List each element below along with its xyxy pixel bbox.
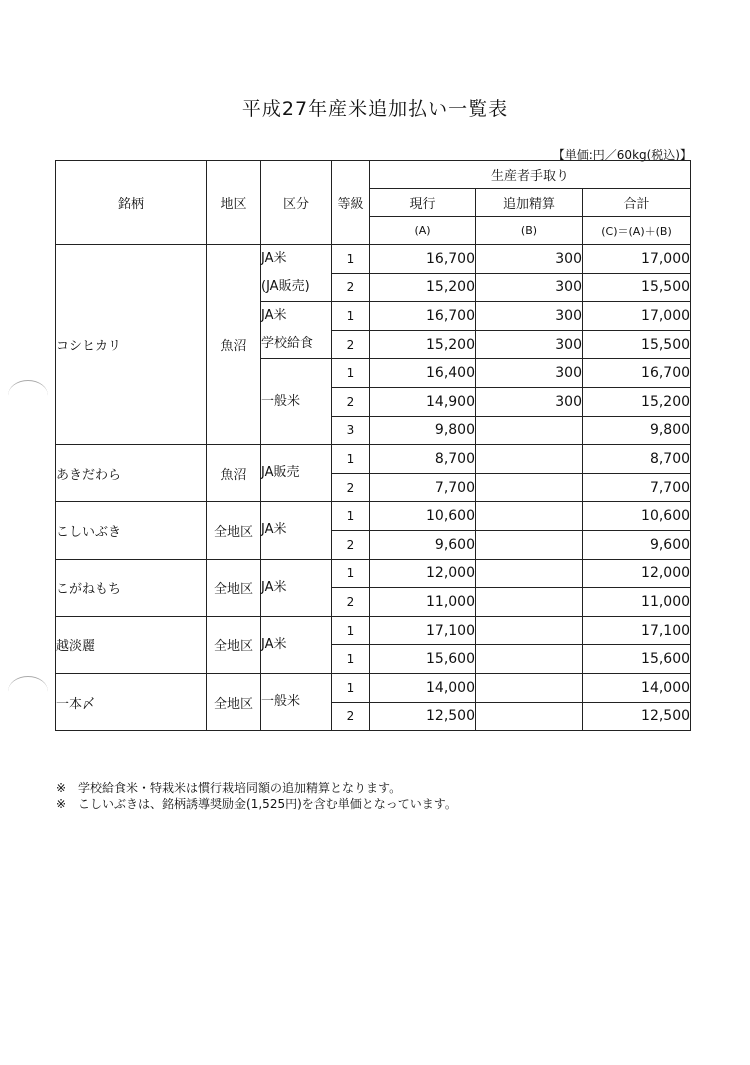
current-price-cell: 15,200 <box>370 330 476 359</box>
price-table <box>55 160 691 731</box>
kubun-cell <box>261 359 332 445</box>
total-price-cell: 17,100 <box>583 616 691 645</box>
grade-cell: 1 <box>332 502 370 531</box>
total-price-cell: 12,500 <box>583 702 691 731</box>
brand-cell: コシヒカリ <box>56 245 207 445</box>
header-current: 現行 <box>370 189 476 217</box>
brand-cell: 越淡麗 <box>56 616 207 673</box>
total-price-cell: 9,600 <box>583 530 691 559</box>
grade-cell: 2 <box>332 473 370 502</box>
area-cell: 魚沼 <box>207 445 261 502</box>
grade-cell: 2 <box>332 387 370 416</box>
footnotes <box>56 780 457 812</box>
grade-cell: 2 <box>332 702 370 731</box>
kubun-cell <box>261 559 332 616</box>
total-price-cell: 17,000 <box>583 302 691 331</box>
grade-cell: 2 <box>332 330 370 359</box>
header-area: 地区 <box>207 161 261 245</box>
footnote-2: ※ こしいぶきは、銘柄誘導奨励金(1,525円)を含む単価となっています。 <box>56 797 457 811</box>
grade-cell: 1 <box>332 616 370 645</box>
kubun-line: 一般米 <box>261 393 301 409</box>
footnote-1: ※ 学校給食米・特栽米は慣行栽培同額の追加精算となります。 <box>56 781 402 795</box>
current-price-cell: 12,000 <box>370 559 476 588</box>
punch-hole-mark <box>8 676 48 707</box>
brand-cell: 一本〆 <box>56 673 207 730</box>
grade-cell: 3 <box>332 416 370 445</box>
total-price-cell: 15,500 <box>583 273 691 302</box>
additional-price-cell: 300 <box>476 273 583 302</box>
brand-cell: こしいぶき <box>56 502 207 559</box>
total-price-cell: 12,000 <box>583 559 691 588</box>
current-price-cell: 15,600 <box>370 645 476 674</box>
header-current-sub: (A) <box>370 217 476 245</box>
current-price-cell: 12,500 <box>370 702 476 731</box>
total-price-cell: 15,200 <box>583 387 691 416</box>
kubun-line: JA米 <box>261 579 287 595</box>
grade-cell: 1 <box>332 245 370 274</box>
kubun-cell <box>261 502 332 559</box>
current-price-cell: 9,800 <box>370 416 476 445</box>
additional-price-cell <box>476 702 583 731</box>
additional-price-cell: 300 <box>476 245 583 274</box>
current-price-cell: 14,900 <box>370 387 476 416</box>
total-price-cell: 11,000 <box>583 588 691 617</box>
header-total: 合計 <box>583 189 691 217</box>
total-price-cell: 17,000 <box>583 245 691 274</box>
kubun-cell <box>261 245 332 302</box>
additional-price-cell <box>476 616 583 645</box>
additional-price-cell: 300 <box>476 330 583 359</box>
unit-note: 【単価:円／60kg(税込)】 <box>552 148 692 162</box>
additional-price-cell <box>476 588 583 617</box>
current-price-cell: 11,000 <box>370 588 476 617</box>
kubun-line: JA米 <box>261 251 287 267</box>
total-price-cell: 14,000 <box>583 673 691 702</box>
grade-cell: 2 <box>332 530 370 559</box>
table-row <box>56 616 691 645</box>
table-row <box>56 245 691 274</box>
additional-price-cell: 300 <box>476 387 583 416</box>
kubun-line: 一般米 <box>261 694 301 709</box>
area-cell: 魚沼 <box>207 245 261 445</box>
current-price-cell: 8,700 <box>370 445 476 474</box>
area-cell: 全地区 <box>207 502 261 559</box>
additional-price-cell: 300 <box>476 302 583 331</box>
table-row <box>56 502 691 531</box>
kubun-cell <box>261 445 332 502</box>
current-price-cell: 9,600 <box>370 530 476 559</box>
current-price-cell: 16,700 <box>370 302 476 331</box>
current-price-cell: 16,700 <box>370 245 476 274</box>
grade-cell: 1 <box>332 445 370 474</box>
area-cell: 全地区 <box>207 616 261 673</box>
additional-price-cell <box>476 416 583 445</box>
additional-price-cell <box>476 559 583 588</box>
table-row <box>56 673 691 702</box>
additional-price-cell <box>476 673 583 702</box>
current-price-cell: 17,100 <box>370 616 476 645</box>
table-header <box>56 161 691 245</box>
additional-price-cell <box>476 530 583 559</box>
total-price-cell: 16,700 <box>583 359 691 388</box>
total-price-cell: 10,600 <box>583 502 691 531</box>
grade-cell: 1 <box>332 559 370 588</box>
area-cell: 全地区 <box>207 673 261 730</box>
grade-cell: 1 <box>332 302 370 331</box>
brand-cell: あきだわら <box>56 445 207 502</box>
brand-cell: こがねもち <box>56 559 207 616</box>
kubun-cell <box>261 673 332 730</box>
table-row <box>56 559 691 588</box>
grade-cell: 1 <box>332 673 370 702</box>
total-price-cell: 15,600 <box>583 645 691 674</box>
additional-price-cell <box>476 473 583 502</box>
grade-cell: 1 <box>332 645 370 674</box>
kubun-line: JA米 <box>261 522 287 538</box>
header-total-sub: (C)＝(A)＋(B) <box>583 217 691 245</box>
grade-cell: 2 <box>332 588 370 617</box>
current-price-cell: 15,200 <box>370 273 476 302</box>
kubun-line: JA米 <box>261 308 287 324</box>
grade-cell: 1 <box>332 359 370 388</box>
total-price-cell: 7,700 <box>583 473 691 502</box>
area-cell: 全地区 <box>207 559 261 616</box>
kubun-line: (JA販売) <box>261 279 310 295</box>
header-grade: 等級 <box>332 161 370 245</box>
additional-price-cell <box>476 445 583 474</box>
grade-cell: 2 <box>332 273 370 302</box>
additional-price-cell <box>476 502 583 531</box>
header-brand: 銘柄 <box>56 161 207 245</box>
kubun-cell <box>261 616 332 673</box>
total-price-cell: 15,500 <box>583 330 691 359</box>
kubun-line: 学校給食 <box>261 336 314 352</box>
kubun-cell <box>261 302 332 359</box>
header-additional-sub: (B) <box>476 217 583 245</box>
current-price-cell: 14,000 <box>370 673 476 702</box>
document-title: 平成27年産米追加払い一覧表 <box>241 98 509 120</box>
additional-price-cell: 300 <box>476 359 583 388</box>
total-price-cell: 8,700 <box>583 445 691 474</box>
table-row <box>56 445 691 474</box>
additional-price-cell <box>476 645 583 674</box>
total-price-cell: 9,800 <box>583 416 691 445</box>
current-price-cell: 10,600 <box>370 502 476 531</box>
current-price-cell: 16,400 <box>370 359 476 388</box>
kubun-line: JA米 <box>261 636 287 652</box>
header-kubun: 区分 <box>261 161 332 245</box>
table-body <box>56 245 691 731</box>
current-price-cell: 7,700 <box>370 473 476 502</box>
punch-hole-mark <box>8 380 48 411</box>
header-additional: 追加精算 <box>476 189 583 217</box>
header-producer: 生産者手取り <box>370 161 691 189</box>
kubun-line: JA販売 <box>261 465 300 481</box>
